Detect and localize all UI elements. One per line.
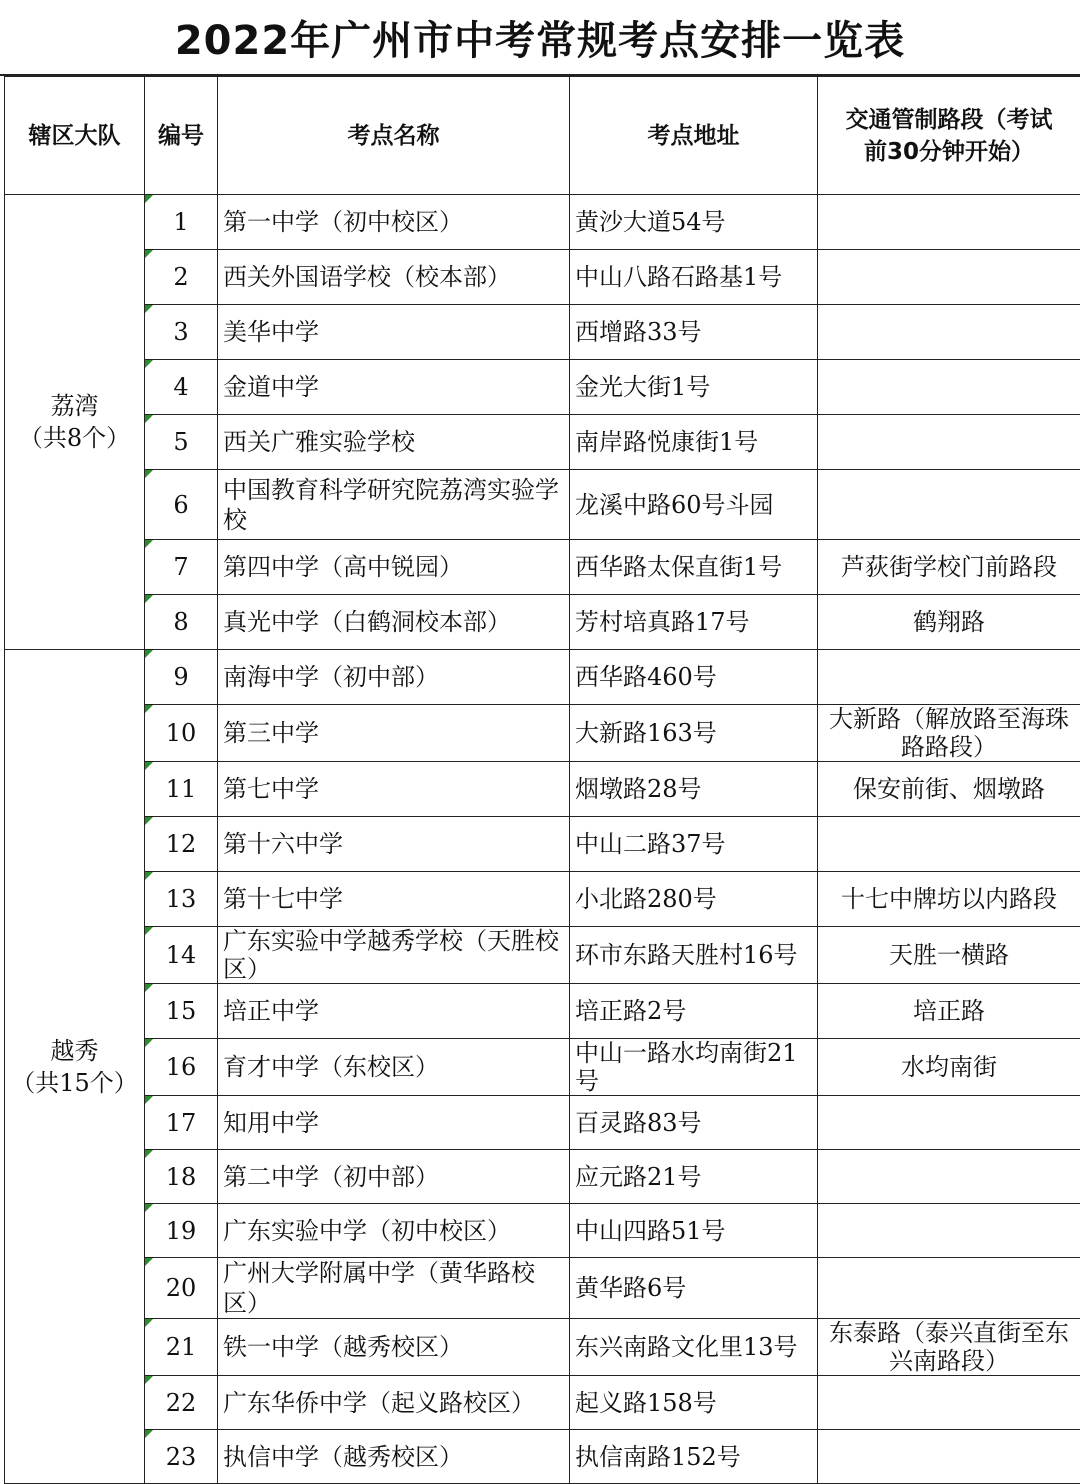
- cell-num: 7: [145, 540, 218, 595]
- table-row: [5, 415, 1080, 470]
- table-row: [5, 1258, 1080, 1319]
- cell-addr: 中山一路水均南街21号: [570, 1039, 818, 1096]
- cell-num: 5: [145, 415, 218, 470]
- table-row: [5, 250, 1080, 305]
- cell-num: 21: [145, 1319, 218, 1376]
- cell-name: 南海中学（初中部）: [218, 650, 570, 705]
- cell-traffic: 天胜一横路: [818, 927, 1080, 984]
- cell-num: 17: [145, 1096, 218, 1150]
- header-district: 辖区大队: [5, 77, 145, 195]
- cell-num: 16: [145, 1039, 218, 1096]
- cell-traffic: [818, 1258, 1080, 1319]
- cell-num: 18: [145, 1150, 218, 1204]
- cell-name: 广东华侨中学（起义路校区）: [218, 1376, 570, 1430]
- cell-num: 22: [145, 1376, 218, 1430]
- cell-traffic: 芦荻街学校门前路段: [818, 540, 1080, 595]
- cell-name: 广州大学附属中学（黄华路校区）: [218, 1258, 570, 1319]
- cell-name: 广东实验中学（初中校区）: [218, 1204, 570, 1258]
- table-body: [5, 195, 1080, 1484]
- cell-num: 9: [145, 650, 218, 705]
- cell-name: 培正中学: [218, 984, 570, 1039]
- cell-name: 西关外国语学校（校本部）: [218, 250, 570, 305]
- cell-addr: 西增路33号: [570, 305, 818, 360]
- cell-addr: 芳村培真路17号: [570, 595, 818, 650]
- cell-num: 19: [145, 1204, 218, 1258]
- district-name: 荔湾: [5, 390, 144, 422]
- header-traffic: [818, 77, 1080, 195]
- cell-addr: 中山四路51号: [570, 1204, 818, 1258]
- header-traffic-line2: 前30分钟开始）: [818, 136, 1080, 168]
- cell-name: 真光中学（白鹤洞校本部）: [218, 595, 570, 650]
- cell-name: 中国教育科学研究院荔湾实验学校: [218, 470, 570, 540]
- cell-name: 执信中学（越秀校区）: [218, 1430, 570, 1484]
- cell-traffic: [818, 470, 1080, 540]
- table-row: [5, 1376, 1080, 1430]
- table-row: [5, 1096, 1080, 1150]
- table-row: [5, 1150, 1080, 1204]
- cell-num: 14: [145, 927, 218, 984]
- cell-num: 23: [145, 1430, 218, 1484]
- cell-addr: 龙溪中路60号斗园: [570, 470, 818, 540]
- cell-addr: 百灵路83号: [570, 1096, 818, 1150]
- cell-addr: 培正路2号: [570, 984, 818, 1039]
- table-row: [5, 360, 1080, 415]
- cell-addr: 金光大街1号: [570, 360, 818, 415]
- cell-addr: 中山二路37号: [570, 817, 818, 872]
- cell-traffic: [818, 650, 1080, 705]
- cell-traffic: 水均南街: [818, 1039, 1080, 1096]
- cell-addr: 南岸路悦康街1号: [570, 415, 818, 470]
- cell-num: 11: [145, 762, 218, 817]
- table-row: [5, 1204, 1080, 1258]
- table-row: [5, 1430, 1080, 1484]
- cell-traffic: [818, 1430, 1080, 1484]
- cell-name: 第三中学: [218, 705, 570, 762]
- cell-num: 3: [145, 305, 218, 360]
- cell-traffic: [818, 1096, 1080, 1150]
- cell-name: 金道中学: [218, 360, 570, 415]
- cell-traffic: 保安前街、烟墩路: [818, 762, 1080, 817]
- table-row: [5, 595, 1080, 650]
- table-row: [5, 305, 1080, 360]
- cell-name: 育才中学（东校区）: [218, 1039, 570, 1096]
- cell-num: 6: [145, 470, 218, 540]
- cell-traffic: 东泰路（泰兴直街至东兴南路段）: [818, 1319, 1080, 1376]
- cell-name: 西关广雅实验学校: [218, 415, 570, 470]
- header-traffic-line1: 交通管制路段（考试: [818, 104, 1080, 136]
- cell-name: 广东实验中学越秀学校（天胜校区）: [218, 927, 570, 984]
- district-count: （共8个）: [5, 422, 144, 454]
- cell-traffic: [818, 195, 1080, 250]
- cell-addr: 东兴南路文化里13号: [570, 1319, 818, 1376]
- table-row: [5, 872, 1080, 927]
- district-cell: [5, 650, 145, 1484]
- table-row: [5, 1039, 1080, 1096]
- cell-addr: 烟墩路28号: [570, 762, 818, 817]
- cell-addr: 应元路21号: [570, 1150, 818, 1204]
- exam-site-table: [4, 76, 1080, 1484]
- header-name: 考点名称: [218, 77, 570, 195]
- cell-traffic: [818, 360, 1080, 415]
- cell-num: 15: [145, 984, 218, 1039]
- cell-addr: 大新路163号: [570, 705, 818, 762]
- cell-name: 美华中学: [218, 305, 570, 360]
- table-row: [5, 984, 1080, 1039]
- cell-addr: 环市东路天胜村16号: [570, 927, 818, 984]
- cell-traffic: [818, 1150, 1080, 1204]
- cell-addr: 起义路158号: [570, 1376, 818, 1430]
- cell-traffic: [818, 1204, 1080, 1258]
- cell-num: 10: [145, 705, 218, 762]
- district-count: （共15个）: [5, 1067, 144, 1099]
- cell-name: 第一中学（初中校区）: [218, 195, 570, 250]
- cell-traffic: 培正路: [818, 984, 1080, 1039]
- cell-traffic: 鹤翔路: [818, 595, 1080, 650]
- district-cell: [5, 195, 145, 650]
- header-row: [5, 77, 1080, 195]
- cell-addr: 西华路460号: [570, 650, 818, 705]
- table-row: [5, 650, 1080, 705]
- cell-traffic: [818, 817, 1080, 872]
- table-row: [5, 817, 1080, 872]
- cell-name: 第七中学: [218, 762, 570, 817]
- header-addr: 考点地址: [570, 77, 818, 195]
- table-row: [5, 1319, 1080, 1376]
- table-row: [5, 927, 1080, 984]
- cell-addr: 中山八路石路基1号: [570, 250, 818, 305]
- cell-name: 铁一中学（越秀校区）: [218, 1319, 570, 1376]
- cell-addr: 黄沙大道54号: [570, 195, 818, 250]
- cell-traffic: [818, 1376, 1080, 1430]
- cell-name: 第十六中学: [218, 817, 570, 872]
- table-row: [5, 705, 1080, 762]
- cell-addr: 执信南路152号: [570, 1430, 818, 1484]
- cell-num: 13: [145, 872, 218, 927]
- cell-addr: 西华路太保直街1号: [570, 540, 818, 595]
- table-row: [5, 540, 1080, 595]
- cell-traffic: [818, 415, 1080, 470]
- cell-num: 20: [145, 1258, 218, 1319]
- cell-name: 第二中学（初中部）: [218, 1150, 570, 1204]
- table-row: [5, 470, 1080, 540]
- cell-num: 1: [145, 195, 218, 250]
- page-title: 2022年广州市中考常规考点安排一览表: [0, 0, 1080, 76]
- cell-num: 12: [145, 817, 218, 872]
- cell-traffic: 大新路（解放路至海珠路路段）: [818, 705, 1080, 762]
- cell-name: 第四中学（高中锐园）: [218, 540, 570, 595]
- table-row: [5, 195, 1080, 250]
- table-row: [5, 762, 1080, 817]
- cell-name: 知用中学: [218, 1096, 570, 1150]
- cell-num: 2: [145, 250, 218, 305]
- cell-traffic: [818, 305, 1080, 360]
- cell-addr: 小北路280号: [570, 872, 818, 927]
- district-name: 越秀: [5, 1035, 144, 1067]
- cell-traffic: [818, 250, 1080, 305]
- cell-name: 第十七中学: [218, 872, 570, 927]
- cell-num: 4: [145, 360, 218, 415]
- cell-traffic: 十七中牌坊以内路段: [818, 872, 1080, 927]
- cell-addr: 黄华路6号: [570, 1258, 818, 1319]
- cell-num: 8: [145, 595, 218, 650]
- header-num: 编号: [145, 77, 218, 195]
